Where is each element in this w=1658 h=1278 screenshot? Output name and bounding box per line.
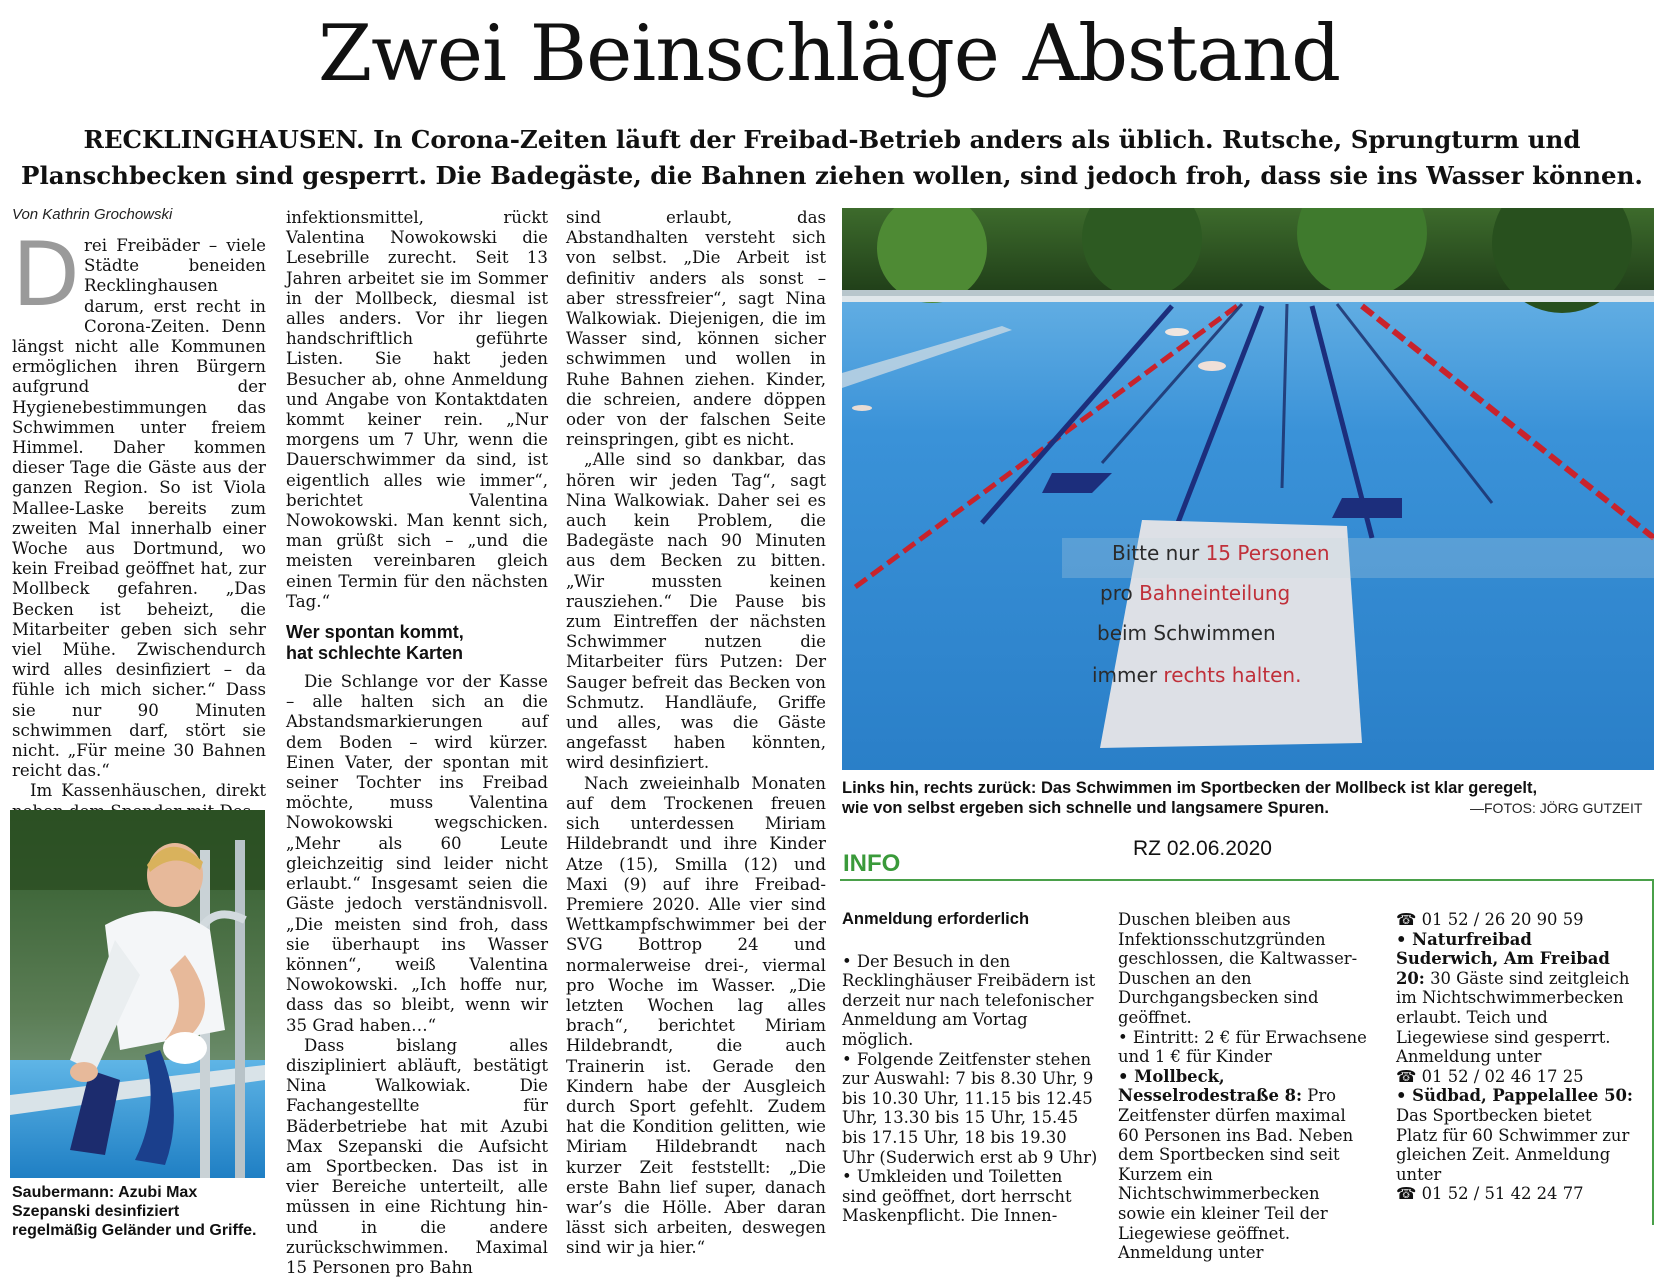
info-item: • Umkleiden und Toiletten sind geöffnet, dort herrscht Maskenpflicht. Die Innen-	[842, 1167, 1072, 1226]
article-column-3	[566, 208, 826, 1259]
phone-icon: ☎	[1396, 1066, 1417, 1086]
pool-photo	[842, 208, 1654, 770]
article-paragraph: „Alle sind so dankbar, das hören wir jeden Tag“, sagt Nina Walkowiak. Daher sei es auch kein Problem, die Badegäste nach 90 Minuten aus dem Becken zu bitten. „Wir mussten keinen rausziehen.“ Die Pause bis zum Eintreffen der nächsten Schwimmer nutzen die Mitarbeiter fürs Putzen: Der Sauger befreit das Becken von Schmutz. Handläufe, Griffe und alles, was die Gäste angefasst haben könnten, wird desinfiziert.	[566, 450, 826, 773]
pool-sign-line-1: Bitte nur 15 Personen	[1112, 541, 1330, 565]
article-paragraph: Die Schlange vor der Kasse – alle halten sich an die Abstandsmarkierungen auf dem Boden – wird kürzer. Einen Vater, der spontan mit seiner Tochter ins Freibad möchte, muss Valentina Nowokowski wegschicken. „Mehr als 60 Leute gleichzeitig sind leider nicht erlaubt.“ Insgesamt seien die Gäste jedoch verständnisvoll. „Die meisten sind froh, dass sie überhaupt ins Wasser können“, weiß Valentina Nowokowski. „Ich hoffe nur, dass das so bleibt, wenn wir 35 Grad haben…“	[286, 672, 548, 1035]
info-heading: Anmeldung erforderlich	[842, 910, 1030, 928]
pool-photo-caption: Links hin, rechts zurück: Das Schwimmen im Sportbecken der Mollbeck ist klar geregelt, wie von selbst ergeben sich schnelle und langsamere Spuren.	[842, 779, 1538, 817]
info-item: • Der Besuch in den Recklinghäuser Freibädern ist derzeit nur nach telefonischer Anmeldung am Vortag möglich.	[842, 951, 1096, 1049]
info-item: • Mollbeck, Nesselrodestraße 8: Pro Zeitfenster dürfen maximal 60 Personen ins Bad. Neben dem Sportbecken sind seit Kurzem ein Nichtschwimmerbecken sowie ein kleiner Teil der Liegewiese geöffnet. Anmeldung unter	[1118, 1066, 1354, 1263]
pool-sign-line-4: immer rechts halten.	[1092, 663, 1302, 687]
date-stamp: RZ 02.06.2020	[1133, 837, 1272, 860]
info-item: Duschen bleiben aus Infektionsschutzgründen geschlossen, die Kaltwasser-Duschen an den Durchgangsbecken sind geöffnet.	[1118, 910, 1358, 1027]
info-column-2	[1118, 910, 1370, 1263]
info-item: • Naturfreibad Suderwich, Am Freibad 20: 30 Gäste sind zeitgleich im Nichtschwimmerbecken erlaubt. Teich und Liegewiese sind gesperrt. Anmeldung unter	[1396, 929, 1630, 1067]
drop-cap: D	[12, 223, 80, 326]
article-paragraph: Im Kassenhäuschen, direkt	[30, 781, 266, 801]
byline: Von Kathrin Grochowski	[12, 206, 173, 223]
info-column-1	[842, 910, 1098, 1226]
article-paragraph: sind erlaubt, das Abstandhalten versteht sich von selbst. „Die Arbeit ist definitiv anders als sonst – aber stressfreier“, sagt Nina Walkowiak. Diejenigen, die im Wasser sind, können sicher schwimmen und wollen in Ruhe Bahnen ziehen. Kinder, die schreien, andere döppen oder von der falschen Seite reinspringen, gibt es nicht.	[566, 208, 826, 450]
phone-number: ☎ 01 52 / 26 20 90 59	[1396, 910, 1584, 929]
info-column-3	[1396, 910, 1634, 1204]
pool-sign-line-2: pro Bahneinteilung	[1100, 581, 1291, 605]
lifeguard-photo	[10, 810, 265, 1178]
article-paragraph: Nach zweieinhalb Monaten auf dem Trockenen freuen sich unterdessen Miriam Hildebrandt und ihre Kinder Atze (15), Smilla (12) und Maxi (9) auf ihre Freibad-Premiere 2020. Alle vier sind Wettkampfschwimmer bei der SVG Bottrop 24 und normalerweise drei-, viermal pro Woche im Wasser. „Die letzten Wochen lag alles brach“, berichtet Miriam Hildebrandt, die auch Trainerin ist. Gerade den Kindern habe der Ausgleich durch Sport gefehlt. Zudem hat die Kondition gelitten, wie Miriam Hildebrandt nach kurzer Zeit feststellt: „Die erste Bahn lief super, danach war’s die Hölle. Aber daran lässt sich arbeiten, deswegen sind wir ja hier.“	[566, 773, 826, 1258]
info-box-label: INFO	[843, 850, 901, 877]
article-column-1	[12, 223, 266, 822]
photo-credit: —FOTOS: JÖRG GUTZEIT	[1470, 800, 1643, 816]
headline: Zwei Beinschläge Abstand	[317, 9, 1341, 99]
pool-sign-line-3: beim Schwimmen	[1097, 621, 1276, 645]
phone-number: ☎ 01 52 / 51 42 24 77	[1396, 1184, 1584, 1204]
subheading: Wer spontan kommt, hat schlechte Karten	[286, 622, 464, 664]
phone-icon: ☎	[1396, 910, 1417, 929]
phone-number: ☎ 01 52 / 02 46 17 25	[1396, 1066, 1584, 1086]
info-item: • Folgende Zeitfenster stehen zur Auswahl: 7 bis 8.30 Uhr, 9 bis 10.30 Uhr, 11.15 bis 12.45 Uhr, 13.30 bis 15 Uhr, 15.45 bis 17.15 Uhr, 18 bis 19.30 Uhr (Suderwich erst ab 9 Uhr)	[842, 1049, 1098, 1167]
article-paragraph: Dass bislang alles diszipliniert abläuft, bestätigt Nina Walkowiak. Die Fachangestellte für Bäderbetriebe hat mit Azubi Max Szepanski die Aufsicht am Sportbecken. Das ist in vier Bereiche unterteilt, alle müssen in eine Richtung hin- und in die andere zurückschwimmen. Maximal 15 Personen pro Bahn	[286, 1035, 548, 1277]
article-paragraph: infektionsmittel, rückt Valentina Nowokowski die Lesebrille zurecht. Seit 13 Jahren arbeitet sie im Sommer in der Mollbeck, diesmal ist alles anders. Vor ihr liegen handschriftlich geführte Listen. Sie hakt jeden Besucher ab, ohne Anmeldung und Angabe von Kontaktdaten kommt keiner rein. „Nur morgens um 7 Uhr, wenn die Dauerschwimmer da sind, ist eigentlich alles wie immer“, berichtet Valentina Nowokowski. Man kennt sich, man grüßt sich – „und die meisten vereinbaren gleich einen Termin für den nächsten Tag.“	[286, 208, 548, 611]
lifeguard-photo-caption: Saubermann: Azubi Max Szepanski desinfiziert regelmäßig Geländer und Griffe.	[12, 1184, 257, 1239]
article-paragraph: Drei Freibäder – viele Städte beneiden Recklinghausen darum, erst recht in Corona-Zeiten. Denn längst nicht alle Kommunen ermöglichen ihren Bürgern aufgrund der Hygienebestimmungen das Schwimmen unter freiem Himmel. Daher kommen dieser Tage die Gäste aus der ganzen Region. So ist Viola Mallee-Laske bereits zum zweiten Mal innerhalb einer Woche aus Dortmund, wo kein Freibad geöffnet hat, zur Mollbeck gefahren. „Das Becken ist beheizt, die Mitarbeiter geben sich sehr viel Mühe. Zwischendurch wird alles desinfiziert – da fühle ich mich sicher.“ Dass sie nur 90 Minuten schwimmen darf, stört sie nicht. „Für meine 30 Bahnen reicht das.“	[12, 223, 266, 781]
info-item: • Südbad, Pappelallee 50: Das Sportbecken bietet Platz für 60 Schwimmer zur gleichen Zeit. Anmeldung unter	[1396, 1086, 1633, 1184]
lead-paragraph: RECKLINGHAUSEN. In Corona-Zeiten läuft der Freibad-Betrieb anders als üblich. Rutsche, Sprungturm und Planschbecken sind gesperrt. Die Badegäste, die Bahnen ziehen wollen, sind jedoch froh, dass sie ins Wasser können.	[21, 125, 1643, 190]
info-item: • Eintritt: 2 € für Erwachsene und 1 € für Kinder	[1118, 1027, 1367, 1067]
article-column-2	[286, 208, 548, 1278]
phone-icon: ☎	[1396, 1184, 1417, 1204]
